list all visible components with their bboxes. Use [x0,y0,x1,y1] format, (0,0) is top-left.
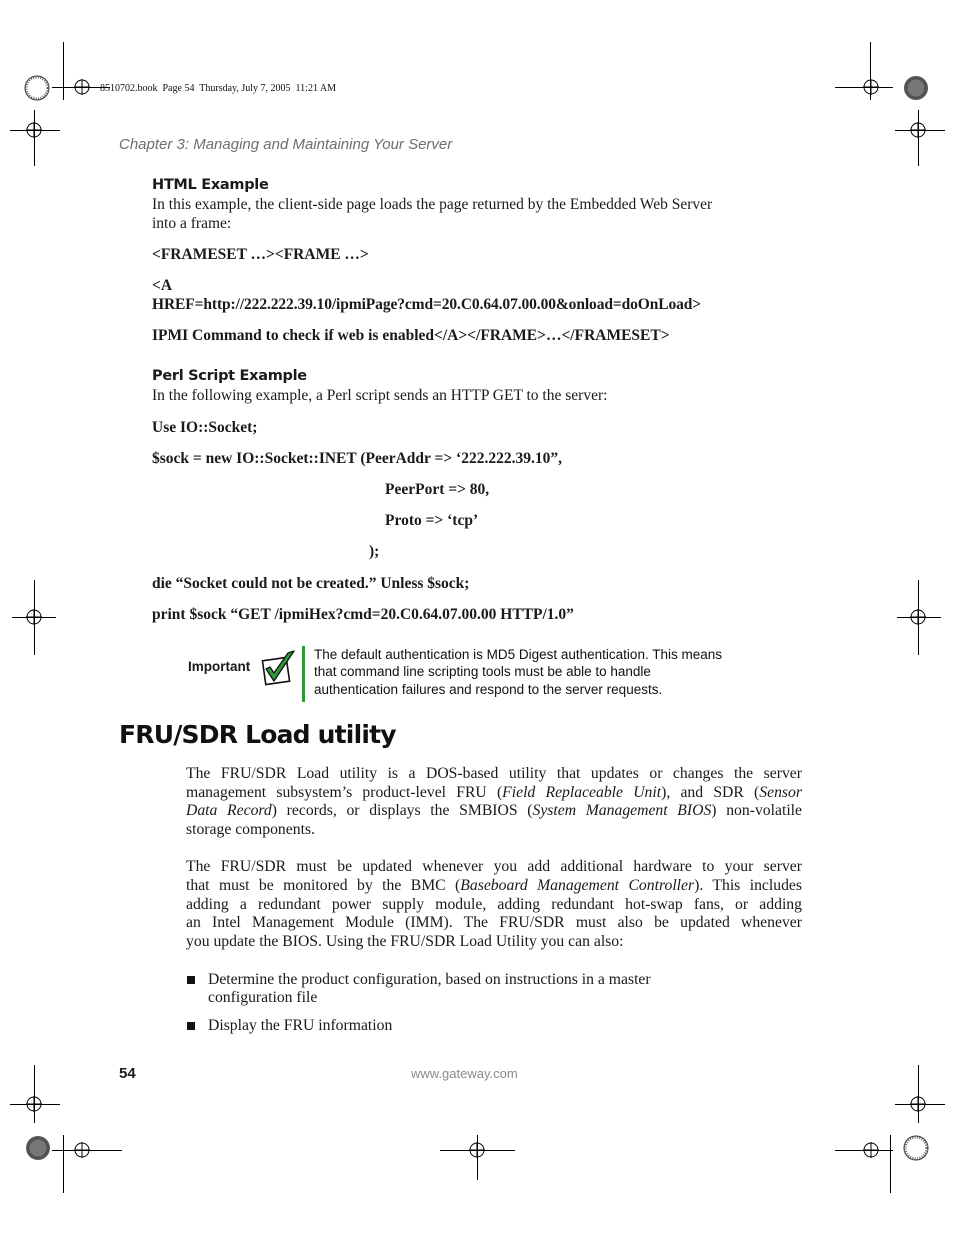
perl-example-heading: Perl Script Example [152,368,307,384]
fru-p2-line-4: an Intel Management Module (IMM). The FRU/SDR must also be updated whenever [186,914,802,931]
perl-code-peerport: PeerPort => 80, [385,481,490,498]
fru-p2-line-2: that must be monitored by the BMC (Baseboard Management Controller). This includes [186,877,803,894]
bullet-square-icon [187,1022,195,1030]
html-example-intro-line-1: In this example, the client-side page loads the page returned by the Embedded Web Server [152,196,713,213]
print-info: 8510702.book Page 54 Thursday, July 7, 2005 11:21 AM [100,83,337,94]
html-example-intro-line-2: into a frame: [152,215,232,232]
bullet-1-line-2: configuration file [208,989,318,1006]
bullet-1-line-1: Determine the product configuration, based on instructions in a master [208,971,651,988]
perl-code-sock: $sock = new IO::Socket::INET (PeerAddr => ‘222.222.39.10”, [152,450,562,467]
perl-code-close: ); [369,543,380,560]
fru-p2-line-3: adding a redundant power supply module, adding redundant hot-swap fans, or adding [186,896,802,913]
perl-code-use: Use IO::Socket; [152,419,258,436]
fru-p1-line-1: The FRU/SDR Load utility is a DOS-based utility that updates or changes the server [186,765,802,782]
code-anchor-href: HREF=http://222.222.39.10/ipmiPage?cmd=20.C0.64.07.00.00&onload=doOnLoad> [152,296,702,313]
bullet-square-icon [187,976,195,984]
fru-p1-line-4: storage components. [186,821,315,838]
perl-code-die: die “Socket could not be created.” Unless $sock; [152,575,470,592]
footer-url: www.gateway.com [411,1066,518,1081]
code-frameset: <FRAMESET …><FRAME …> [152,246,369,263]
important-accent-bar [302,646,305,702]
html-example-heading: HTML Example [152,177,269,193]
fru-sdr-heading: FRU/SDR Load utility [119,720,396,749]
fru-p1-line-3: Data Record) records, or displays the SMBIOS (System Management BIOS) non-volatile [186,802,803,819]
fru-p1-line-2: management subsystem’s product-level FRU (Field Replaceable Unit), and SDR (Sensor [186,784,802,801]
important-text-line-2: that command line scripting tools must be able to handle [314,664,651,679]
important-text-line-3: authentication failures and respond to the server requests. [314,682,663,697]
fru-p2-line-1: The FRU/SDR must be updated whenever you add additional hardware to your server [186,858,802,875]
running-header: Chapter 3: Managing and Maintaining Your Server [119,136,453,153]
fru-p2-line-5: you update the BIOS. Using the FRU/SDR Load Utility you can also: [186,933,624,950]
important-text-line-1: The default authentication is MD5 Digest authentication. This means [314,647,722,662]
bullet-2: Display the FRU information [208,1017,393,1034]
perl-code-print: print $sock “GET /ipmiHex?cmd=20.C0.64.07.00.00 HTTP/1.0” [152,606,574,623]
page-number: 54 [119,1065,136,1082]
important-label: Important [188,659,251,674]
code-anchor-open: <A [152,277,173,294]
perl-example-intro: In the following example, a Perl script sends an HTTP GET to the server: [152,387,608,404]
checkmark-icon [258,647,298,689]
perl-code-proto: Proto => ‘tcp’ [385,512,479,529]
code-ipmi-command: IPMI Command to check if web is enabled</A></FRAME>…</FRAMESET> [152,327,670,344]
